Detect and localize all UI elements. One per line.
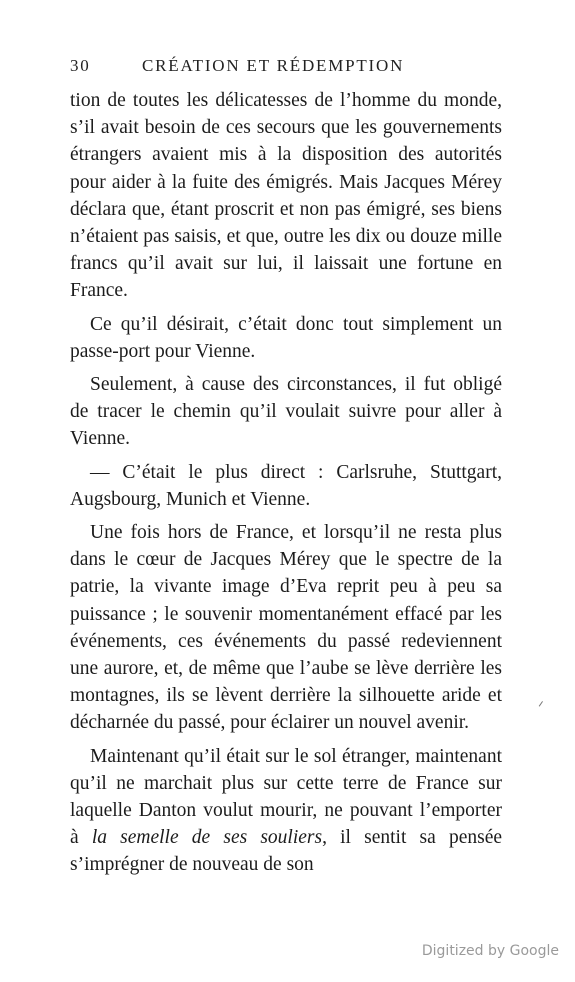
- margin-mark: [539, 701, 547, 709]
- paragraph-4: — C’était le plus direct : Carlsruhe, Stuttgart, Augsbourg, Munich et Vienne.: [70, 461, 502, 510]
- paragraph-3: Seulement, à cause des circonstances, il fut obligé de tracer le chemin qu’il voulait suivre pour aller à Vienne.: [70, 374, 502, 450]
- paragraph-6-start: Maintenant qu’il était sur le sol étranger, maintenant qu’il ne marchait plus sur cette terre de France sur laquelle Danton voulut mourir, ne pouvant l’emporter à: [70, 745, 502, 849]
- paragraph-1: tion de toutes les délicatesses de l’homme du monde, s’il avait besoin de ces secours que les gouvernements étrangers avaient mis à la disposition des autorités pour aider à la fuite des émigrés. Mais Jacques Mérey déclara que, étant proscrit et non pas émigré, ses biens n’étaient pas saisis, et que, outre les dix ou douze mille francs qu’il avait sur lui, il laissait une fortune en France.: [70, 90, 502, 302]
- body-text: [70, 87, 502, 879]
- paragraph-6: [70, 743, 502, 879]
- page-number: 30: [70, 56, 91, 75]
- running-title: CRÉATION ET RÉDEMPTION: [142, 56, 405, 75]
- paragraph-2: Ce qu’il désirait, c’était donc tout simplement un passe-port pour Vienne.: [70, 313, 502, 362]
- paragraph-6-end: , il sentit sa pensée s’imprégner de nouveau de son: [70, 827, 503, 876]
- digitization-watermark: Digitized by Google: [421, 943, 559, 959]
- page-header: [70, 56, 510, 80]
- paragraph-6-italic: la semelle de ses souliers: [91, 827, 323, 849]
- paragraph-5: Une fois hors de France, et lorsqu’il ne resta plus dans le cœur de Jacques Mérey que le spectre de la patrie, la vivante image d’Eva reprit peu à peu sa puissance ; le souvenir momentanément effacé par les événements, ces événements du passé redeviennent une aurore, et, de même que l’aube se lève derrière les montagnes, ils se lèvent derrière la silhouette aride et décharnée du passé, pour éclairer un nouvel avenir.: [70, 522, 502, 734]
